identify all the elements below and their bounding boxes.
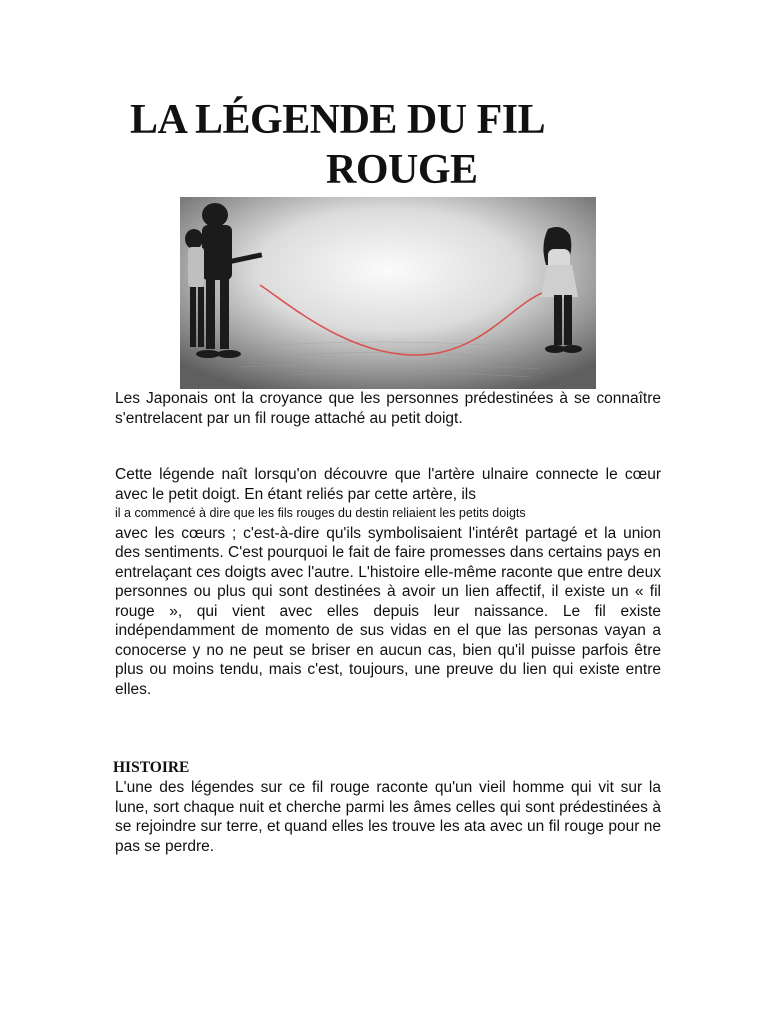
illustration-background — [180, 197, 596, 389]
legend-text-part-2: il a commencé à dire que les fils rouges du destin reliaient les petits doigts — [115, 506, 526, 520]
legend-text-part-3: avec les cœurs ; c'est-à-dire qu'ils symbolisaient l'intérêt partagé et la union des sentiments. C'est pourquoi le fait de faire promesses dans certains pays en entrelaçant ces doigts avec l'autre. L'histoire elle-même raconte que entre deux personnes ou plus qui sont destinées à avoir un lien affectif, il existe un « fil rouge », qui vient avec elles depuis leur naissance. Le fil existe indépendamment de momento de sus vidas en el que las personas vayan a conocerse y no ne peut se briser en aucun cas, bien qu'il puisse parfois être plus ou moins tendu, mais c'est, toujours, une preuve du lien qui existe entre elles. — [115, 524, 661, 698]
red-thread-illustration — [180, 197, 596, 389]
intro-paragraph — [115, 389, 661, 428]
title-line-1: LA LÉGENDE DU FIL — [130, 97, 546, 143]
history-text: L'une des légendes sur ce fil rouge raconte qu'un vieil homme qui vit sur la lune, sort chaque nuit et cherche parmi les âmes celles qui sont prédestinées à se rejoindre sur terre, et quand elles les trouve les ata avec un fil rouge pour ne pas se perdre. — [115, 779, 661, 855]
title-line-2: ROUGE — [326, 147, 478, 193]
legend-paragraph — [115, 465, 661, 699]
history-paragraph — [115, 778, 661, 856]
section-heading-histoire: HISTOIRE — [113, 759, 190, 776]
legend-text-part-1: Cette légende naît lorsqu'on découvre que l'artère ulnaire connecte le cœur avec le petit doigt. En étant reliés par cette artère, ils — [115, 466, 661, 503]
intro-text: Les Japonais ont la croyance que les personnes prédestinées à se connaître s'entrelacent par un fil rouge attaché au petit doigt. — [115, 390, 661, 427]
document-title — [130, 95, 650, 195]
